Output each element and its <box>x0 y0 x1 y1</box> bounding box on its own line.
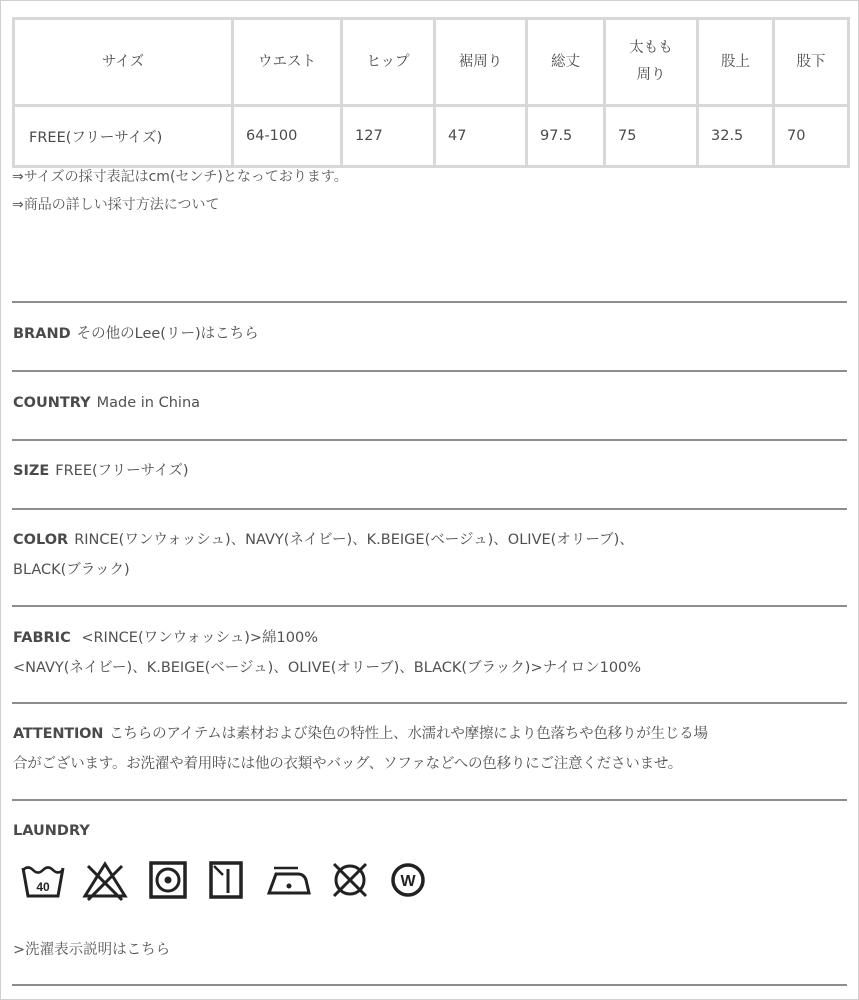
size-table <box>12 17 850 168</box>
measure-method-link[interactable]: ⇒商品の詳しい採寸方法について <box>12 197 220 213</box>
wet-clean-label: W <box>400 873 416 890</box>
header-inseam: 股下 <box>774 19 849 106</box>
divider <box>12 702 847 704</box>
iron-low-icon <box>266 858 312 902</box>
wash-temp-label: 40 <box>36 880 50 894</box>
country-row <box>13 388 843 418</box>
cell-hem: 47 <box>435 106 527 167</box>
brand-row <box>13 319 843 349</box>
attention-row <box>13 719 843 779</box>
color-value-line2: BLACK(ブラック) <box>13 562 130 578</box>
cell-hip: 127 <box>342 106 435 167</box>
line-dry-shade-icon <box>206 858 252 902</box>
cell-inseam: 70 <box>774 106 849 167</box>
size-value: FREE(フリーサイズ) <box>55 463 189 479</box>
brand-label: BRAND <box>13 326 71 342</box>
fabric-row <box>13 623 843 683</box>
attention-value-line2: 合がございます。お洗濯や着用時には他の衣類やバッグ、ソファなどへの色移りにご注意くださいませ。 <box>13 756 683 772</box>
attention-value-line1: こちらのアイテムは素材および染色の特性上、水濡れや摩擦により色落ちや色移りが生じる場 <box>109 726 708 742</box>
laundry-guide-link[interactable]: >洗濯表示説明はこちら <box>13 942 171 958</box>
fabric-value-line1: <RINCE(ワンウォッシュ)>綿100% <box>81 630 319 646</box>
color-row <box>13 525 843 585</box>
cell-length: 97.5 <box>527 106 605 167</box>
header-size: サイズ <box>14 19 233 106</box>
brand-link[interactable]: その他のLee(リー)はこちら <box>76 326 259 342</box>
divider <box>12 984 847 986</box>
divider <box>12 605 847 607</box>
attention-label: ATTENTION <box>13 726 104 742</box>
country-value: Made in China <box>96 395 201 411</box>
country-label: COUNTRY <box>13 395 91 411</box>
cell-thigh: 75 <box>605 106 698 167</box>
laundry-label: LAUNDRY <box>13 823 90 839</box>
fabric-value-line2: <NAVY(ネイビー)、K.BEIGE(ベージュ)、OLIVE(オリーブ)、BLACK(ブラック)>ナイロン100% <box>13 660 642 676</box>
size-label: SIZE <box>13 463 50 479</box>
header-length: 総丈 <box>527 19 605 106</box>
size-table-row <box>14 106 849 167</box>
tumble-dry-icon <box>146 858 192 902</box>
laundry-row <box>13 816 843 846</box>
header-rise: 股上 <box>698 19 774 106</box>
divider <box>12 799 847 801</box>
wet-clean-icon <box>386 858 432 902</box>
fabric-label: FABRIC <box>13 630 71 646</box>
divider <box>12 508 847 510</box>
unit-note: ⇒サイズの採寸表記はcm(センチ)となっております。 <box>12 169 348 185</box>
header-thigh: 太もも 周り <box>605 19 698 106</box>
color-label: COLOR <box>13 532 69 548</box>
cell-waist: 64-100 <box>233 106 342 167</box>
divider <box>12 439 847 441</box>
size-row <box>13 456 843 486</box>
header-hip: ヒップ <box>342 19 435 106</box>
cell-size: FREE(フリーサイズ) <box>14 106 233 167</box>
size-table-header-row <box>14 19 849 106</box>
divider <box>12 370 847 372</box>
no-bleach-icon <box>82 858 128 902</box>
color-value-line1: RINCE(ワンウォッシュ)、NAVY(ネイビー)、K.BEIGE(ベージュ)、OLIVE(オリーブ)、 <box>74 532 634 548</box>
header-waist: ウエスト <box>233 19 342 106</box>
divider <box>12 301 847 303</box>
wash-40-icon <box>20 858 66 902</box>
cell-rise: 32.5 <box>698 106 774 167</box>
header-hem: 裾周り <box>435 19 527 106</box>
no-dry-clean-icon <box>328 858 374 902</box>
